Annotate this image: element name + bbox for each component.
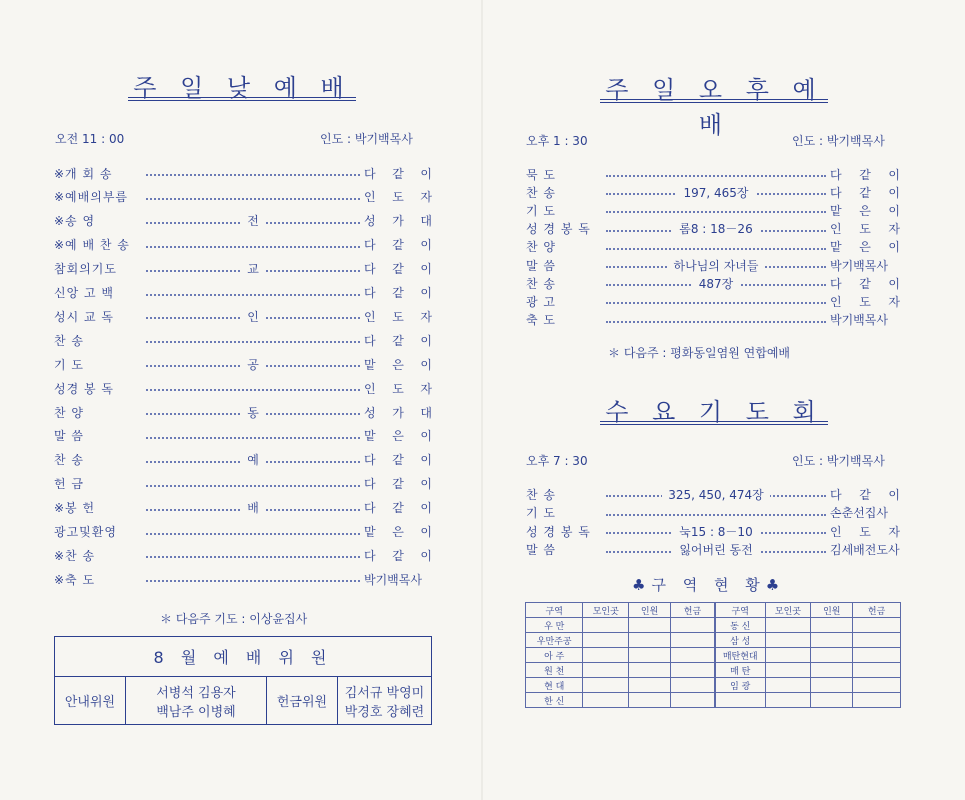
order-assignee: 다 같 이: [364, 453, 432, 468]
district-name: 아 주: [526, 648, 583, 663]
order-label: 묵 도: [526, 167, 556, 182]
guide-label: 안내위원: [55, 677, 126, 725]
order-assignee: 다 같 이: [364, 286, 432, 300]
district-header: 인원: [811, 603, 853, 618]
district-cell: [629, 678, 671, 693]
order-detail: 교: [241, 260, 265, 277]
order-detail: 공: [241, 356, 265, 373]
district-cell: [811, 633, 853, 648]
order-row: [526, 540, 900, 560]
right-page: [482, 0, 965, 800]
order-row: [526, 182, 900, 202]
order-leader-dots: [602, 484, 830, 504]
district-cell: [853, 648, 901, 663]
order-detail: 하나님의 자녀들: [668, 257, 765, 274]
district-header: 모인곳: [765, 603, 811, 618]
order-assignee: 박기백목사: [830, 258, 888, 273]
district-name: 현 대: [526, 678, 583, 693]
order-label: ※축 도: [54, 572, 96, 587]
order-label: 기 도: [526, 203, 556, 218]
district-cell: [811, 663, 853, 678]
order-leader-dots: [142, 306, 364, 326]
order-row: [54, 163, 432, 183]
district-cell: [765, 693, 811, 708]
order-row: [54, 283, 432, 303]
afternoon-leader: 인도 : 박기백목사: [792, 134, 885, 148]
order-label: 성 경 봉 독: [526, 524, 591, 539]
order-label: 축 도: [526, 313, 556, 328]
order-label: 찬 송: [526, 276, 556, 291]
order-leader-dots: [142, 378, 364, 398]
order-row: [54, 378, 432, 398]
order-label: 광고및환영: [54, 525, 117, 539]
district-cell: [671, 663, 715, 678]
order-leader-dots: [142, 426, 364, 446]
order-row: [526, 255, 900, 275]
order-detail: 예: [241, 451, 265, 468]
order-label: 찬 송: [54, 333, 84, 348]
order-row: [54, 426, 432, 446]
district-cell: [629, 693, 671, 708]
order-leader-dots: [602, 310, 830, 330]
order-leader-dots: [142, 545, 364, 565]
district-cell: [853, 618, 901, 633]
district-name: 우 만: [526, 618, 583, 633]
order-assignee: 박기백목사: [364, 572, 422, 587]
sunday-morning-page: [0, 0, 482, 800]
district-name: [715, 693, 765, 708]
order-label: 참회의기도: [54, 262, 117, 277]
district-name: 동 신: [715, 618, 765, 633]
order-leader-dots: [142, 569, 364, 589]
order-row: [54, 402, 432, 422]
order-row: [54, 330, 432, 350]
district-name: 한 신: [526, 693, 583, 708]
order-assignee: 다 같 이: [830, 487, 900, 502]
district-name: 원 천: [526, 663, 583, 678]
order-row: [526, 484, 900, 504]
district-cell: [629, 633, 671, 648]
order-row: [526, 291, 900, 311]
order-leader-dots: [142, 283, 364, 303]
order-leader-dots: [602, 200, 830, 220]
order-label: 광 고: [526, 294, 556, 309]
order-assignee: 맡 은 이: [364, 429, 432, 444]
order-leader-dots: [142, 402, 364, 422]
district-name: 삼 성: [715, 633, 765, 648]
order-label: 말 씀: [526, 543, 556, 557]
district-cell: [629, 648, 671, 663]
district-cell: [583, 618, 629, 633]
district-cell: [583, 693, 629, 708]
order-row: [54, 211, 432, 231]
order-row: [526, 273, 900, 293]
order-detail: 487장: [693, 275, 740, 292]
title-underline: [600, 99, 828, 103]
order-assignee: 인 도 자: [364, 309, 432, 324]
order-assignee: 박기백목사: [830, 313, 888, 328]
district-name: 매 탄: [715, 663, 765, 678]
order-leader-dots: [602, 273, 830, 293]
district-cell: [811, 618, 853, 633]
order-row: [526, 521, 900, 541]
order-leader-dots: [602, 237, 830, 257]
order-leader-dots: [602, 182, 830, 202]
order-assignee: 다 같 이: [364, 166, 432, 181]
order-leader-dots: [602, 540, 830, 560]
order-detail: 배: [241, 499, 265, 516]
order-leader-dots: [602, 255, 830, 275]
district-cell: [583, 678, 629, 693]
order-leader-dots: [142, 450, 364, 470]
committee-title: 8 월 예 배 위 원: [55, 637, 432, 677]
order-leader-dots: [602, 219, 830, 239]
order-leader-dots: [142, 474, 364, 494]
district-header: 헌금: [671, 603, 715, 618]
district-cell: [765, 678, 811, 693]
district-cell: [583, 648, 629, 663]
order-assignee: 인 도 자: [830, 222, 900, 237]
order-label: 찬 양: [526, 240, 556, 255]
wednesday-time: 오후 7 : 30: [526, 454, 588, 468]
order-row: [54, 306, 432, 326]
order-label: ※개 회 송: [54, 166, 113, 181]
order-leader-dots: [142, 354, 364, 374]
district-cell: [811, 648, 853, 663]
order-label: 말 씀: [526, 258, 556, 273]
order-row: [54, 498, 432, 518]
order-row: [54, 187, 432, 207]
order-assignee: 김세배전도사: [830, 543, 900, 557]
district-header: 헌금: [853, 603, 901, 618]
sunday-afternoon-title: 주 일 오 후 예 배: [605, 76, 824, 139]
order-leader-dots: [142, 235, 364, 255]
order-leader-dots: [142, 498, 364, 518]
order-leader-dots: [142, 211, 364, 231]
order-label: ※예 배 찬 송: [54, 238, 130, 253]
order-label: 성시 교 독: [54, 309, 114, 324]
order-label: ※봉 헌: [54, 501, 96, 516]
district-table: [525, 602, 901, 708]
district-header: 모인곳: [583, 603, 629, 618]
order-label: 헌 금: [54, 477, 84, 492]
order-label: 성 경 봉 독: [526, 222, 591, 237]
district-cell: [765, 648, 811, 663]
guide-names: 서병석 김용자 백남주 이병혜: [126, 677, 267, 725]
district-name: 우만주공: [526, 633, 583, 648]
district-title: ♣구 역 현 황♣: [632, 576, 786, 594]
order-label: 기 도: [54, 357, 84, 372]
district-cell: [671, 678, 715, 693]
service-time: 오전 11 : 00: [55, 132, 125, 146]
order-assignee: 맡 은 이: [830, 240, 900, 255]
order-assignee: 성 가 대: [364, 405, 432, 420]
order-row: [526, 310, 900, 330]
order-leader-dots: [602, 503, 830, 523]
order-leader-dots: [602, 291, 830, 311]
order-assignee: 다 같 이: [830, 276, 900, 291]
order-leader-dots: [602, 521, 830, 541]
district-cell: [671, 618, 715, 633]
order-assignee: 다 같 이: [364, 501, 432, 516]
district-cell: [671, 633, 715, 648]
district-cell: [811, 678, 853, 693]
order-leader-dots: [602, 164, 830, 184]
order-detail: 325, 450, 474장: [662, 486, 770, 503]
district-cell: [765, 633, 811, 648]
next-week-prayer: ＊ 다음주 기도 : 이상윤집사: [160, 612, 308, 626]
order-assignee: 다 같 이: [364, 238, 432, 253]
order-label: 말 씀: [54, 429, 84, 444]
district-header: 구역: [526, 603, 583, 618]
district-name: 임 광: [715, 678, 765, 693]
order-row: [526, 219, 900, 239]
district-cell: [853, 693, 901, 708]
order-assignee: 다 같 이: [830, 185, 900, 200]
offering-label: 헌금위원: [267, 677, 338, 725]
order-assignee: 다 같 이: [364, 333, 432, 348]
district-cell: [765, 618, 811, 633]
wednesday-title: 수 요 기 도 회: [605, 398, 824, 426]
district-cell: [811, 693, 853, 708]
next-week-note: ＊ 다음주 : 평화동일염원 연합예배: [608, 346, 790, 360]
district-cell: [583, 663, 629, 678]
order-assignee: 인 도 자: [830, 294, 900, 309]
afternoon-time: 오후 1 : 30: [526, 134, 588, 148]
order-assignee: 다 같 이: [830, 167, 900, 182]
order-assignee: 맡 은 이: [364, 525, 432, 539]
order-row: [54, 354, 432, 374]
order-assignee: 맡 은 이: [830, 203, 900, 218]
sunday-morning-title: 주 일 낮 예 배: [133, 74, 352, 102]
order-assignee: 인 도 자: [364, 190, 432, 205]
order-detail: 눅15 : 8－10: [673, 523, 758, 540]
title-underline: [128, 97, 356, 101]
order-label: 기 도: [526, 506, 556, 520]
order-row: [54, 235, 432, 255]
order-leader-dots: [142, 163, 364, 183]
order-row: [526, 200, 900, 220]
district-name: 매탄현대: [715, 648, 765, 663]
order-row: [526, 164, 900, 184]
order-leader-dots: [142, 522, 364, 542]
district-cell: [629, 618, 671, 633]
order-assignee: 인 도 자: [364, 381, 432, 396]
order-row: [54, 569, 432, 589]
service-leader: 인도 : 박기백목사: [320, 132, 413, 146]
order-detail: 롬8 : 18－26: [673, 220, 758, 237]
order-detail: 동: [241, 404, 265, 421]
order-label: 찬 송: [526, 487, 556, 502]
order-leader-dots: [142, 187, 364, 207]
district-cell: [853, 633, 901, 648]
order-assignee: 다 같 이: [364, 262, 432, 277]
district-cell: [765, 663, 811, 678]
order-assignee: 다 같 이: [364, 477, 432, 492]
order-label: 찬 송: [54, 453, 84, 468]
order-assignee: 인 도 자: [830, 524, 900, 539]
order-detail: 전: [241, 212, 265, 229]
order-label: 신앙 고 백: [54, 286, 114, 300]
district-cell: [583, 633, 629, 648]
order-row: [526, 503, 900, 523]
order-leader-dots: [142, 330, 364, 350]
district-cell: [671, 648, 715, 663]
order-row: [54, 545, 432, 565]
title-underline: [600, 421, 828, 425]
order-assignee: 성 가 대: [364, 214, 432, 229]
committee-table: [54, 636, 432, 725]
district-cell: [853, 663, 901, 678]
order-assignee: 맡 은 이: [364, 357, 432, 372]
order-detail: 잃어버린 동전: [673, 541, 758, 558]
district-header: 인원: [629, 603, 671, 618]
wednesday-leader: 인도 : 박기백목사: [792, 454, 885, 468]
order-row: [54, 450, 432, 470]
order-leader-dots: [142, 259, 364, 279]
district-cell: [671, 693, 715, 708]
order-row: [526, 237, 900, 257]
order-label: ※예배의부름: [54, 190, 129, 205]
order-label: 성경 봉 독: [54, 381, 114, 396]
district-cell: [629, 663, 671, 678]
order-detail: 인: [241, 308, 265, 325]
order-detail: 197, 465장: [677, 184, 754, 201]
order-assignee: 다 같 이: [364, 548, 432, 563]
order-label: ※찬 송: [54, 548, 96, 563]
order-row: [54, 259, 432, 279]
order-label: 찬 양: [54, 405, 84, 420]
order-label: 찬 송: [526, 185, 556, 200]
district-cell: [853, 678, 901, 693]
order-assignee: 손춘선집사: [830, 506, 888, 520]
order-label: ※송 영: [54, 214, 96, 229]
offering-names: 김서규 박영미 박경호 장혜련: [338, 677, 432, 725]
order-row: [54, 522, 432, 542]
district-header: 구역: [715, 603, 765, 618]
order-row: [54, 474, 432, 494]
